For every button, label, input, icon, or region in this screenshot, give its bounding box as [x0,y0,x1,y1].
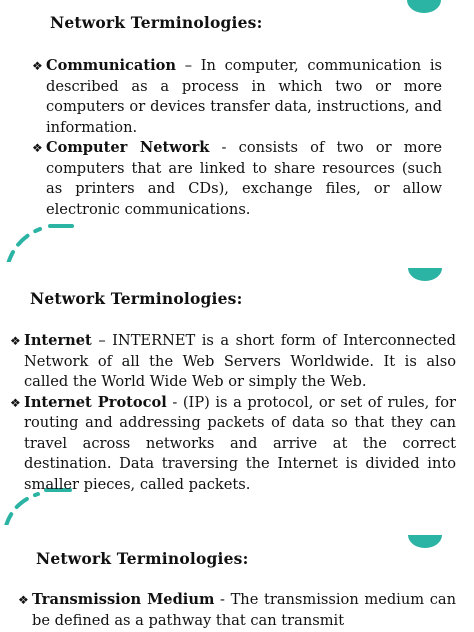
teal-half-circle-decoration [405,0,443,14]
term-label: Transmission Medium [32,591,215,608]
slide-3 [0,525,474,632]
term-label: Communication [46,57,176,74]
term-label: Computer Network [46,139,210,156]
term-item-communication: ❖ Communication – In computer, communication is described as a process in which two or more computers or devices transfer data, instructions, and information. [32,57,442,136]
diamond-bullet-icon: ❖ [32,141,43,155]
term-item-computer-network: ❖ Computer Network - consists of two or more computers that are linked to share resources (such as printers and CDs), exchange files, or allow electronic communications. [32,139,442,218]
teal-dashed-arc-decoration [0,218,80,262]
slide-1 [0,0,474,262]
term-definition: In computer, communication is described as a process in which two or more computers or devices transfer data, instructions, and information. [46,57,442,136]
term-label: Internet Protocol [24,393,167,411]
diamond-bullet-icon: ❖ [18,593,29,607]
slide-heading: Network Terminologies: [30,289,243,308]
diamond-bullet-icon: ❖ [10,395,21,410]
term-item-internet-protocol: ❖ Internet Protocol - (IP) is a protocol, or set of rules, for routing and addressing packets of data so that they can travel across networks and arrive at the correct destination. Data traversing the Internet is divided into smaller pieces, called packets. [10,393,457,493]
slide-heading: Network Terminologies: [50,13,263,32]
diamond-bullet-icon: ❖ [32,59,43,73]
terminology-list [10,331,456,495]
diamond-bullet-icon: ❖ [10,334,21,348]
slide-2 [0,262,474,525]
teal-half-circle-decoration [406,266,444,282]
teal-half-circle-decoration [406,533,444,549]
term-definition: consists of two or more computers that are linked to share resources (such as printers and CDs), exchange files, or allow electronic communications. [46,139,442,218]
term-definition: The transmission medium can be defined as a pathway that can transmit [32,591,456,629]
term-definition: (IP) is a protocol, or set of rules, for routing and addressing packets of data so that they can travel across networks and arrive at the correct destination. Data traversing the Internet is divided into smaller pieces, called packets. [24,393,457,493]
term-label: Internet [24,332,92,349]
terminology-list [18,590,456,631]
term-item-internet: ❖ Internet – INTERNET is a short form of Interconnected Network of all the Web Servers Worldwide. It is also called the World Wide Web or simply the Web. [10,332,457,390]
terminology-list [32,56,442,220]
term-item-transmission-medium: ❖ Transmission Medium - The transmission medium can be defined as a pathway that can transmit [18,591,456,629]
slide-heading: Network Terminologies: [36,549,249,568]
term-definition: INTERNET is a short form of Interconnected Network of all the Web Servers Worldwide. It is also called the World Wide Web or simply the Web. [24,332,457,390]
